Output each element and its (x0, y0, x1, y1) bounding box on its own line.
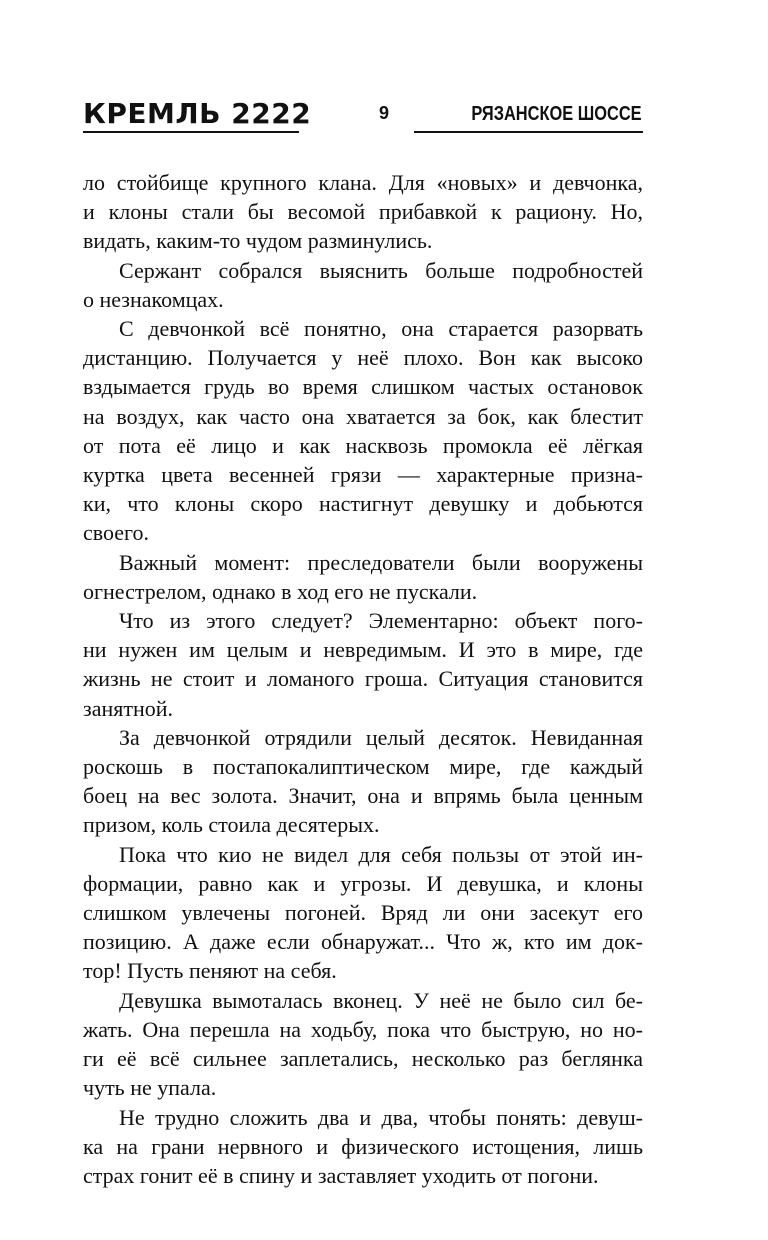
paragraph (83, 314, 643, 548)
paragraph (83, 723, 643, 840)
text-line: жать. Она перешла на ходьбу, пока что быструю, но но- (83, 1016, 643, 1042)
text-line: ки, что клоны скоро настигнут девушку и добьются (83, 491, 643, 517)
text-line: Девушка вымоталась вконец. У неё не было сил бе- (119, 987, 643, 1013)
header-rule-left (83, 131, 299, 133)
text-line: слишком увлечены погоней. Вряд ли они засекут его (83, 900, 643, 926)
paragraph (83, 168, 643, 256)
text-line: куртка цвета весенней грязи — характерные призна- (83, 462, 643, 488)
text-line: от пота её лицо и как насквозь промокла её лёгкая (83, 432, 643, 458)
text-line: призом, коль стоила десятерых. (83, 812, 380, 838)
text-line: своего. (83, 520, 150, 546)
text-line: ка на грани нервного и физического истощения, лишь (83, 1133, 643, 1159)
paragraph (83, 1103, 643, 1191)
text-line: тор! Пусть пеняют на себя. (83, 958, 337, 984)
text-line: За девчонкой отрядили целый десяток. Невиданная (119, 724, 643, 750)
text-line: Что из этого следует? Элементарно: объект пого- (119, 608, 643, 634)
text-line: огнестрелом, однако в ход его не пускали. (83, 578, 478, 604)
text-line: занятной. (83, 695, 174, 721)
text-line: страх гонит её в спину и заставляет уходить от погони. (83, 1162, 599, 1188)
text-line: ни нужен им целым и невредимым. И это в мире, где (83, 637, 643, 663)
text-line: о незнакомцах. (83, 286, 224, 312)
text-line: боец на вес золота. Значит, она и впрямь была ценным (83, 783, 643, 809)
chapter-title: РЯЗАНСКОЕ ШОССЕ (471, 103, 642, 125)
text-line: вздымается грудь во время слишком частых остановок (83, 374, 643, 400)
text-line: роскошь в постапокалиптическом мире, где каждый (83, 754, 643, 780)
text-line: дистанцию. Получается у неё плохо. Вон как высоко (83, 345, 643, 371)
text-line: ло стойбище крупного клана. Для «новых» и девчонка, (83, 170, 643, 195)
header-rule-right (414, 131, 643, 133)
text-line: и клоны стали бы весомой прибавкой к рациону. Но, (83, 199, 643, 225)
page-number: 9 (378, 103, 389, 123)
text-line: ги её всё сильнее заплетались, несколько раз беглянка (83, 1046, 643, 1072)
book-title: КРЕМЛЬ 2222 (83, 97, 312, 130)
text-line: Не трудно сложить два и два, чтобы понять: девуш- (119, 1104, 643, 1130)
paragraph (83, 606, 643, 723)
text-line: на воздух, как часто она хватается за бок, как блестит (83, 403, 643, 429)
text-line: жизнь не стоит и ломаного гроша. Ситуация становится (83, 666, 643, 692)
text-line: Важный момент: преследователи были вооружены (119, 549, 643, 575)
paragraph (83, 986, 643, 1103)
text-line: позицию. А даже если обнаружат... Что ж, кто им док- (83, 929, 643, 955)
text-line: С девчонкой всё понятно, она старается разорвать (119, 316, 643, 342)
body-text (83, 168, 643, 1190)
text-line: видать, каким-то чудом разминулись. (83, 228, 433, 254)
running-header (0, 0, 768, 150)
text-line: Сержант собрался выяснить больше подробностей (119, 257, 643, 283)
paragraph (83, 256, 643, 314)
paragraph (83, 840, 643, 986)
paragraph (83, 548, 643, 606)
text-line: формации, равно как и угрозы. И девушка, и клоны (83, 870, 643, 896)
text-line: чуть не упала. (83, 1075, 217, 1101)
text-line: Пока что кио не видел для себя пользы от этой ин- (119, 841, 643, 867)
